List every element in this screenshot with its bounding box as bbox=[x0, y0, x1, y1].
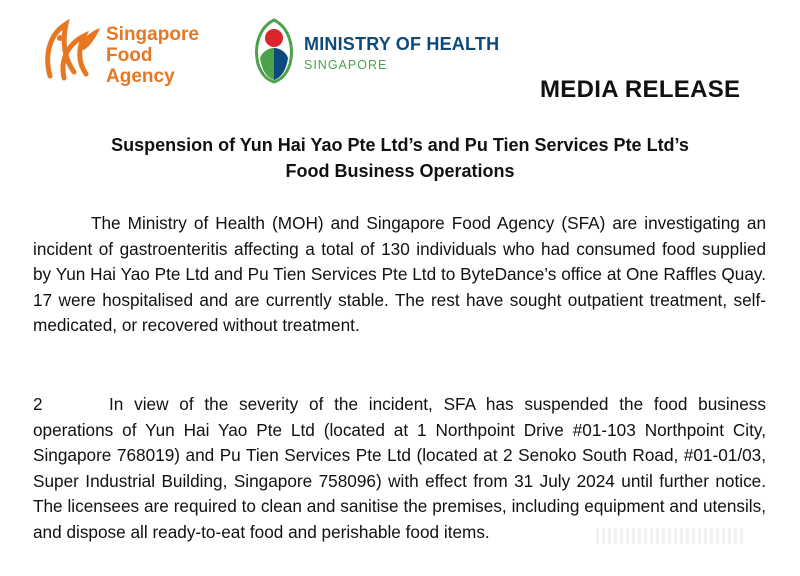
moh-emblem-icon bbox=[252, 18, 296, 84]
scan-smudge bbox=[596, 528, 746, 544]
headline-line2: Food Business Operations bbox=[285, 161, 515, 181]
headline bbox=[0, 132, 800, 184]
headline-line1: Suspension of Yun Hai Yao Pte Ltd’s and Pu Tien Services Pte Ltd’s bbox=[111, 135, 689, 155]
paragraph-text: In view of the severity of the incident, SFA has suspended the food business operations of Yun Hai Yao Pte Ltd (located at 1 Northpoint Drive #01-103 Northpoint City, Singapore 768019) and Pu Tien Services Pte Ltd (located at 2 Senoko South Road, #01-01/03, Super Industrial Building, Singapore 758096) with effect from 31 July 2024 until further notice. The licensees are required to clean and sanitise the premises, including equipment and utensils, and dispose all ready-to-eat food and perishable food items. bbox=[33, 394, 766, 542]
paragraph-1: The Ministry of Health (MOH) and Singapore Food Agency (SFA) are investigating an incident of gastroenteritis affecting a total of 130 individuals who had consumed food supplied by Yun Hai Yao Pte Ltd and Pu Tien Services Pte Ltd to ByteDance’s office at One Raffles Quay. 17 were hospitalised and are currently stable. The rest have sought outpatient treatment, self-medicated, or recovered without treatment. bbox=[33, 213, 766, 335]
paragraph-number: 2 bbox=[33, 394, 43, 414]
sfa-emblem-icon bbox=[40, 14, 104, 86]
sfa-line3: Agency bbox=[106, 66, 175, 87]
moh-subtitle: SINGAPORE bbox=[304, 58, 388, 72]
sfa-wordmark bbox=[106, 24, 199, 87]
sfa-logo bbox=[40, 14, 210, 86]
media-release-label: MEDIA RELEASE bbox=[540, 76, 741, 103]
sfa-line1: Singapore bbox=[106, 24, 199, 45]
paragraph-2 bbox=[33, 392, 766, 545]
sfa-line2: Food bbox=[106, 45, 153, 66]
moh-logo bbox=[252, 18, 500, 84]
moh-title: MINISTRY OF HEALTH bbox=[304, 34, 500, 54]
